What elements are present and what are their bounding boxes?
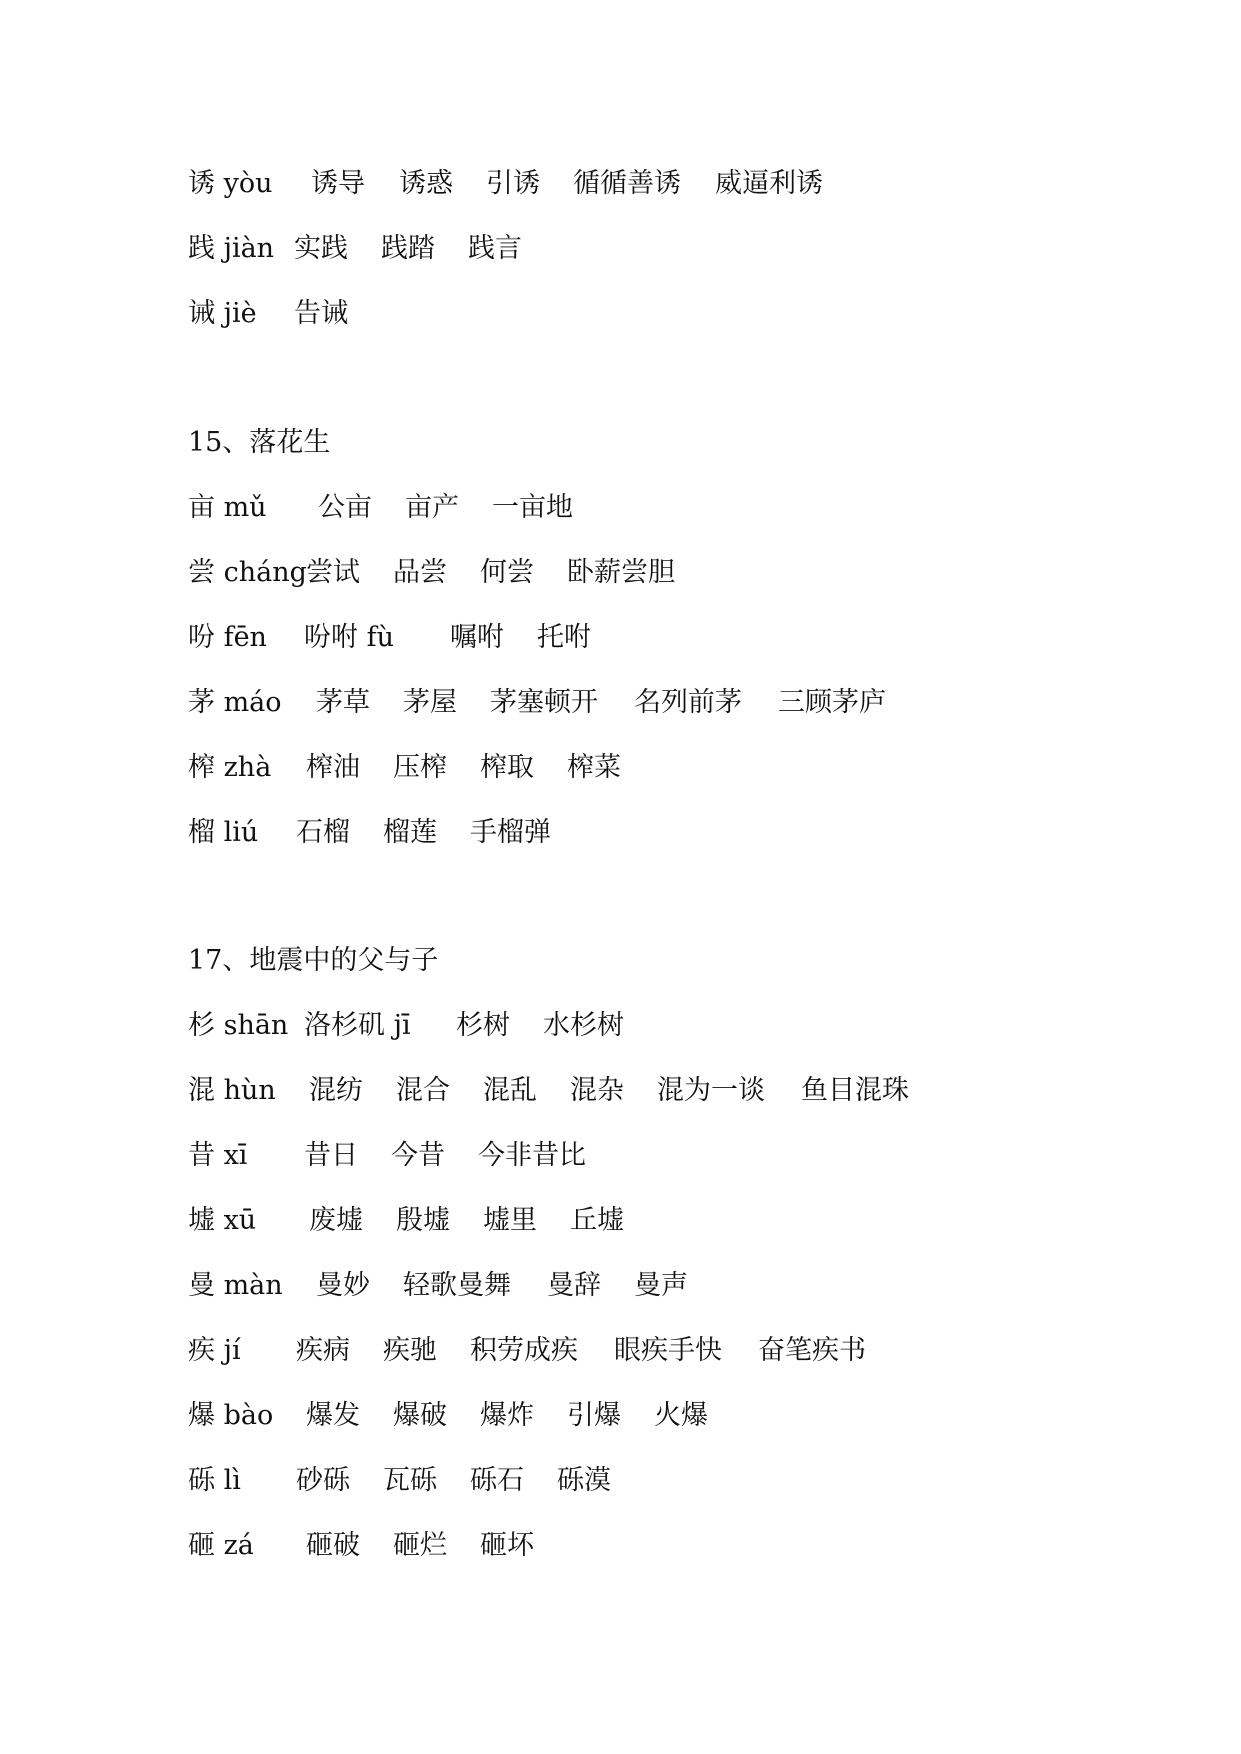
char-pinyin: 疾 jí (188, 1335, 241, 1366)
word: 引爆 (567, 1400, 621, 1431)
char-pinyin: 墟 xū (188, 1205, 257, 1236)
word: 吩咐 fù (304, 622, 394, 653)
word: 尝试 (306, 557, 360, 588)
word: 茅草 (316, 687, 370, 718)
word: 水杉树 (543, 1010, 624, 1041)
word: 爆发 (306, 1400, 360, 1431)
char-pinyin: 榨 zhà (188, 752, 272, 783)
word: 茅塞顿开 (490, 687, 598, 718)
word: 洛杉矶 jī (304, 1010, 411, 1041)
word: 告诫 (294, 298, 348, 329)
word: 诱导 (311, 168, 365, 199)
word: 鱼目混珠 (801, 1075, 909, 1106)
char-pinyin: 吩 fēn (188, 622, 267, 653)
word: 榨取 (480, 752, 534, 783)
word: 一亩地 (492, 492, 573, 523)
char-pinyin: 混 hùn (188, 1075, 276, 1106)
word: 循循善诱 (573, 168, 681, 199)
word: 丘墟 (570, 1205, 624, 1236)
word: 砾漠 (557, 1465, 611, 1496)
char-pinyin: 亩 mǔ (188, 492, 267, 523)
word: 疾病 (296, 1335, 350, 1366)
char-pinyin: 诫 jiè (188, 298, 257, 329)
word: 混为一谈 (657, 1075, 765, 1106)
word: 轻歌曼舞 (403, 1270, 511, 1301)
word: 今昔 (391, 1140, 445, 1171)
lesson-heading-17: 17、地震中的父与子 (188, 945, 439, 976)
word: 混杂 (570, 1075, 624, 1106)
char-pinyin: 砾 lì (188, 1465, 241, 1496)
word: 砸烂 (393, 1530, 447, 1561)
char-pinyin: 诱 yòu (188, 168, 273, 199)
word: 眼疾手快 (614, 1335, 722, 1366)
char-pinyin: 杉 shān (188, 1010, 289, 1041)
word: 殷墟 (396, 1205, 450, 1236)
word: 火爆 (654, 1400, 708, 1431)
word: 何尝 (480, 557, 534, 588)
char-pinyin: 爆 bào (188, 1400, 274, 1431)
char-pinyin: 曼 màn (188, 1270, 283, 1301)
word: 砾石 (470, 1465, 524, 1496)
word: 混纺 (309, 1075, 363, 1106)
word: 实践 (294, 233, 348, 264)
char-pinyin: 昔 xī (188, 1140, 248, 1171)
word: 诱惑 (399, 168, 453, 199)
char-pinyin: 榴 liú (188, 817, 259, 848)
word: 混乱 (483, 1075, 537, 1106)
word: 积劳成疾 (470, 1335, 578, 1366)
char-pinyin: 尝 cháng (188, 557, 307, 588)
word: 托咐 (537, 622, 591, 653)
word: 践言 (468, 233, 522, 264)
char-pinyin: 砸 zá (188, 1530, 254, 1561)
word: 威逼利诱 (715, 168, 823, 199)
word: 杉树 (456, 1010, 510, 1041)
word: 昔日 (304, 1140, 358, 1171)
word: 瓦砾 (383, 1465, 437, 1496)
word: 爆炸 (480, 1400, 534, 1431)
word: 榨菜 (567, 752, 621, 783)
word: 曼妙 (316, 1270, 370, 1301)
lesson-heading-15: 15、落花生 (188, 427, 331, 458)
word: 墟里 (483, 1205, 537, 1236)
word: 石榴 (296, 817, 350, 848)
word: 曼声 (634, 1270, 688, 1301)
word: 压榨 (393, 752, 447, 783)
word: 爆破 (393, 1400, 447, 1431)
word: 曼辞 (547, 1270, 601, 1301)
char-pinyin: 茅 máo (188, 687, 282, 718)
word: 混合 (396, 1075, 450, 1106)
word: 榨油 (306, 752, 360, 783)
word: 公亩 (318, 492, 372, 523)
word: 引诱 (486, 168, 540, 199)
word: 奋笔疾书 (758, 1335, 866, 1366)
word: 手榴弹 (470, 817, 551, 848)
word: 砸坏 (480, 1530, 534, 1561)
word: 砂砾 (296, 1465, 350, 1496)
word: 茅屋 (403, 687, 457, 718)
word: 今非昔比 (478, 1140, 586, 1171)
word: 三顾茅庐 (778, 687, 886, 718)
word: 卧薪尝胆 (567, 557, 675, 588)
word: 亩产 (405, 492, 459, 523)
word: 嘱咐 (450, 622, 504, 653)
word: 废墟 (309, 1205, 363, 1236)
word: 榴莲 (383, 817, 437, 848)
char-pinyin: 践 jiàn (188, 233, 275, 264)
word: 品尝 (393, 557, 447, 588)
word: 疾驰 (383, 1335, 437, 1366)
word: 砸破 (306, 1530, 360, 1561)
word: 名列前茅 (634, 687, 742, 718)
word: 践踏 (381, 233, 435, 264)
